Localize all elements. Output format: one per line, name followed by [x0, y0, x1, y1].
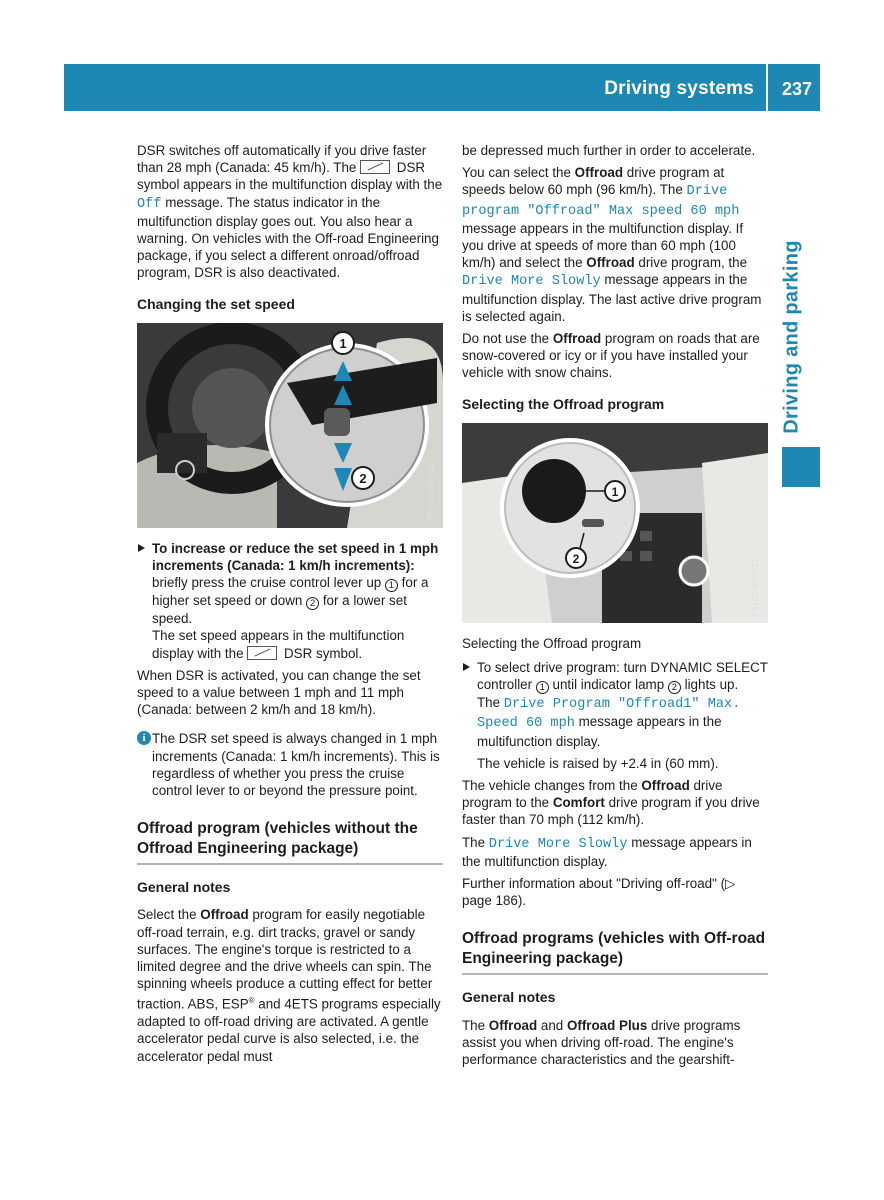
photo2-label-2: 2 — [572, 551, 580, 566]
callout-2: 2 — [668, 681, 681, 694]
section-title: Driving systems — [604, 78, 754, 99]
callout-2: 2 — [306, 597, 319, 610]
off-message: Off — [137, 196, 162, 212]
photo2-label-1: 1 — [611, 484, 619, 499]
step-result: The set speed appears in the multifunction display with the DSR symbol. — [152, 628, 405, 661]
offroad-general-paragraph: Select the Offroad program for easily negotiable off-road terrain, e.g. dirt tracks, gravel or sandy surfaces. The engine's torque is restricted to a limited degree and the drive wheels can spin. The spinning wheels produce a cutting effect for better traction. ABS, ESP® and 4ETS programs especially adapted to off-road driving are activated. A gentle accelerator pedal curve is also selected, i.e. the accelerator pedal must — [137, 907, 441, 1064]
dsr-set-speed-range: When DSR is activated, you can change the set speed to a value between 1 mph and 11 mph (Canada: between 2 km/h and 18 km/h). — [137, 667, 421, 718]
message-max-speed: Drive program "Offroad" Max speed 60 mph — [462, 184, 740, 219]
heading-offroad-program: Offroad program (vehicles without the Offroad Engineering package) — [137, 819, 443, 865]
dsr-symbol-icon — [360, 160, 390, 174]
photo1-code: P54.25-5996-31 — [425, 464, 435, 522]
cruise-control-lever-illustration — [137, 323, 443, 528]
chapter-tab-marker — [782, 447, 820, 487]
message-drive-more-slowly: Drive More Slowly — [462, 274, 601, 290]
step-select-drive-program: To select drive program: turn DYNAMIC SELECT controller 1 until indicator lamp 2 lights up. The Drive Program "Offroad1" Max. Speed 60 mph message appears in the multifunction display. The vehicle is raised by +2.4 in (60 mm). — [462, 659, 768, 772]
cruise-control-lever-photo — [137, 323, 443, 528]
continued-paragraph: be depressed much further in order to accelerate. — [462, 143, 756, 158]
info-note: i The DSR set speed is always changed in 1 mph increments (Canada: 1 km/h increments). This is regardless of whether you press the cruise control lever to or beyond the pressure point. — [137, 730, 443, 799]
right-column — [462, 142, 768, 1073]
page-number: 237 — [781, 79, 812, 99]
page-header — [64, 64, 820, 111]
comfort-change-paragraph: The vehicle changes from the Offroad drive program to the Comfort drive program if you drive faster than 70 mph (112 km/h). — [462, 778, 760, 828]
dsr-symbol-icon — [247, 646, 277, 660]
offroad-speed-paragraph: You can select the Offroad drive program at speeds below 60 mph (96 km/h). The Drive program "Offroad" Max speed 60 mph message appears in the multifunction display. If you drive at speeds of more than 60 mph (100 km/h) and select the Offroad drive program, the Drive More Slowly message appears in the multifunction display. The last active drive program is selected again. — [462, 165, 762, 324]
drive-slowly-paragraph: The Drive More Slowly message appears in the multifunction display. — [462, 834, 752, 869]
chapter-tab — [776, 232, 808, 442]
offroad-warning-paragraph: Do not use the Offroad program on roads that are snow-covered or icy or if you have installed your vehicle with snow chains. — [462, 331, 760, 381]
photo-caption: Selecting the Offroad program — [462, 635, 642, 651]
further-info-link[interactable]: Further information about "Driving off-road" (▷ page 186). — [462, 876, 736, 909]
photo1-label-2: 2 — [359, 470, 367, 486]
header-divider — [766, 64, 768, 111]
left-column — [137, 142, 443, 1070]
message-drive-more-slowly: Drive More Slowly — [488, 836, 628, 852]
dynamic-select-photo — [462, 423, 768, 623]
heading-general-notes-2: General notes — [462, 989, 556, 1006]
dynamic-select-illustration — [462, 423, 768, 623]
step-result-raised: The vehicle is raised by +2.4 in (60 mm). — [477, 755, 719, 771]
message-offroad1: Drive Program "Offroad1" Max. Speed 60 mph — [477, 697, 741, 732]
heading-selecting-offroad: Selecting the Offroad program — [462, 395, 665, 412]
offroad-plus-paragraph: The Offroad and Offroad Plus drive programs assist you when driving off-road. The engine's performance characteristics and the gearshift- — [462, 1017, 741, 1068]
photo1-label-1: 1 — [339, 335, 347, 351]
photo2-code: P54.25-9975-31 — [750, 559, 760, 617]
heading-offroad-programs-engineering: Offroad programs (vehicles with Off-road Engineering package) — [462, 929, 768, 975]
heading-general-notes: General notes — [137, 879, 231, 896]
callout-1: 1 — [385, 579, 398, 592]
step-result-message: The Drive Program "Offroad1" Max. Speed 60 mph message appears in the multifunction display. — [477, 695, 741, 749]
step-increase-reduce-speed: To increase or reduce the set speed in 1 mph increments (Canada: 1 km/h increments): briefly press the cruise control lever up 1 for a higher set speed or down 2 for a lower set speed. The set speed appears in the multifunction display with the DSR symbol. — [137, 540, 443, 662]
callout-1: 1 — [536, 681, 549, 694]
heading-changing-set-speed: Changing the set speed — [137, 295, 295, 312]
info-icon: i — [137, 731, 151, 745]
chapter-tab-label: Driving and parking — [780, 240, 803, 434]
dsr-off-paragraph: DSR switches off automatically if you drive faster than 28 mph (Canada: 45 km/h). The DSR symbol appears in the multifunction display with the Off message. The status indicator in the multifunction display goes out. You also hear a warning. On vehicles with the Off-road Engineering package, if you select a different onroad/offroad program, DSR is also deactivated. — [137, 143, 443, 281]
